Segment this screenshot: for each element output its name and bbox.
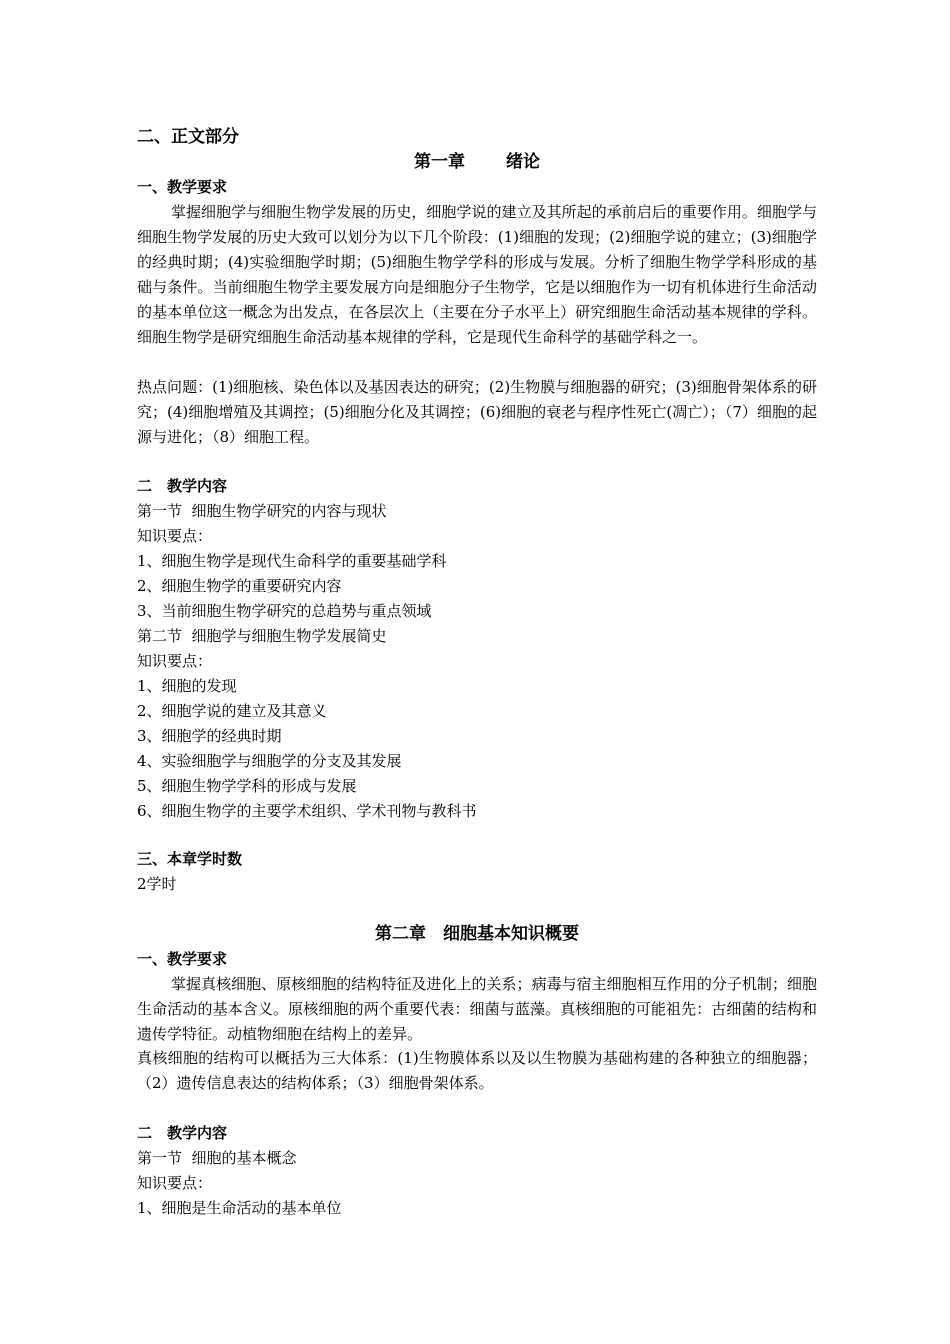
list-item: 3、当前细胞生物学研究的总趋势与重点领域 (137, 602, 432, 620)
ch1-section1-title: 第一节 细胞生物学研究的内容与现状 (137, 502, 387, 520)
ch1-requirements-heading: 一、教学要求 (137, 178, 228, 196)
part-title: 二、正文部分 (137, 127, 239, 147)
list-item: 5、细胞生物学学科的形成与发展 (137, 777, 357, 795)
ch2-structure-paragraph: 真核细胞的结构可以概括为三大体系：(1)生物膜体系以及以生物膜为基础构建的各种独立的细胞器；（2）遗传信息表达的结构体系；（3）细胞骨架体系。 (137, 1049, 817, 1092)
list-item: 4、实验细胞学与细胞学的分支及其发展 (137, 752, 402, 770)
ch1-hours-heading: 三、本章学时数 (137, 850, 243, 868)
list-item: 2、细胞生物学的重要研究内容 (137, 577, 342, 595)
ch2-section1-title: 第一节 细胞的基本概念 (137, 1149, 297, 1167)
list-item: 3、细胞学的经典时期 (137, 727, 282, 745)
ch1-section1-points-label: 知识要点： (137, 527, 213, 545)
chapter-2-title: 第二章 细胞基本知识概要 (375, 924, 579, 944)
ch1-section2-title: 第二节 细胞学与细胞生物学发展简史 (137, 627, 387, 645)
ch1-content-heading: 二 教学内容 (137, 477, 228, 495)
list-item: 2、细胞学说的建立及其意义 (137, 702, 327, 720)
ch1-section2-points-label: 知识要点： (137, 652, 213, 670)
ch1-hot-topics-paragraph: 热点问题：(1)细胞核、染色体以及基因表达的研究；(2)生物膜与细胞器的研究；(3)细胞骨架体系的研究；(4)细胞增殖及其调控；(5)细胞分化及其调控；(6)细胞的衰老与程序性死亡(凋亡）；（7）细胞的起源与进化；（8）细胞工程。 (137, 378, 817, 446)
list-item: 1、细胞生物学是现代生命科学的重要基础学科 (137, 552, 447, 570)
ch2-requirements-heading: 一、教学要求 (137, 950, 228, 968)
list-item: 1、细胞的发现 (137, 677, 237, 695)
list-item: 1、细胞是生命活动的基本单位 (137, 1199, 342, 1217)
ch1-hours-value: 2学时 (137, 875, 177, 893)
ch2-requirements-paragraph: 掌握真核细胞、原核细胞的结构特征及进化上的关系；病毒与宿主细胞相互作用的分子机制；细胞生命活动的基本含义。原核细胞的两个重要代表：细菌与蓝藻。真核细胞的可能祖先：古细菌的结构和遗传学特征。动植物细胞在结构上的差异。 (137, 975, 817, 1043)
ch1-requirements-paragraph: 掌握细胞学与细胞生物学发展的历史，细胞学说的建立及其所起的承前启后的重要作用。细胞学与细胞生物学发展的历史大致可以划分为以下几个阶段：(1)细胞的发现；(2)细胞学说的建立；(3)细胞学的经典时期；(4)实验细胞学时期；(5)细胞生物学学科的形成与发展。分析了细胞生物学学科形成的基础与条件。当前细胞生物学主要发展方向是细胞分子生物学，它是以细胞作为一切有机体进行生命活动的基本单位这一概念为出发点，在各层次上（主要在分子水平上）研究细胞生命活动基本规律的学科。细胞生物学是研究细胞生命活动基本规律的学科，它是现代生命科学的基础学科之一。 (137, 203, 817, 346)
chapter-1-title: 第一章 绪论 (414, 152, 540, 172)
ch2-section1-points-label: 知识要点： (137, 1174, 213, 1192)
list-item: 6、细胞生物学的主要学术组织、学术刊物与教科书 (137, 802, 477, 820)
ch2-content-heading: 二 教学内容 (137, 1124, 228, 1142)
